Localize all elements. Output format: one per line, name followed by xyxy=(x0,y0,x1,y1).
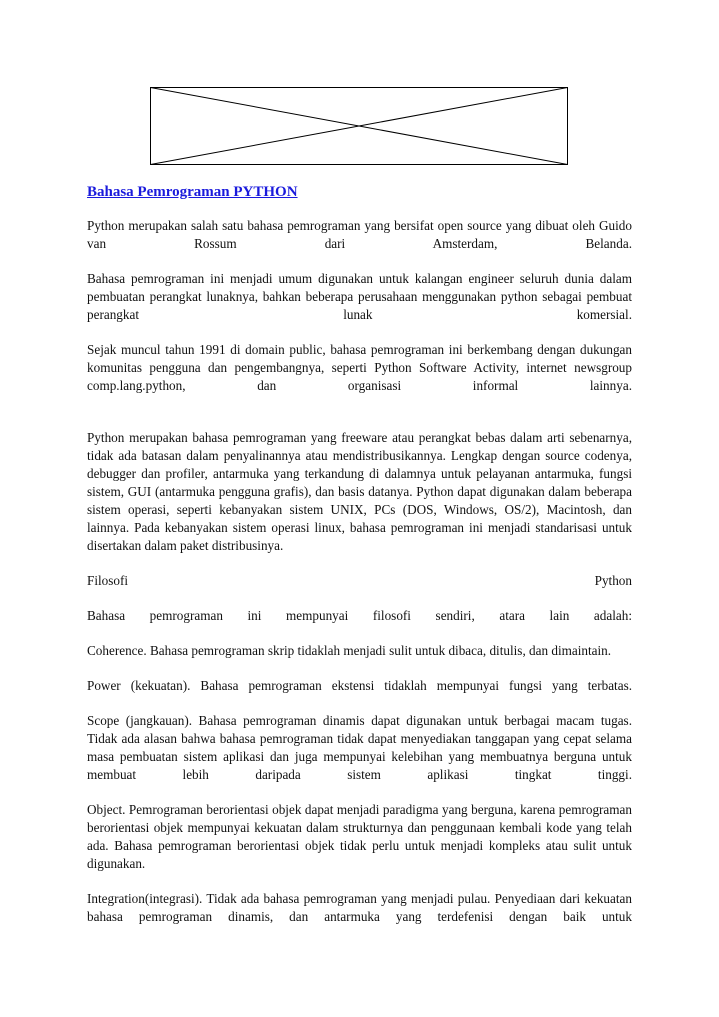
missing-image-placeholder xyxy=(150,87,568,165)
paragraph: Integration(integrasi). Tidak ada bahasa pemrograman yang menjadi pulau. Penyediaan dari kekuatan bahasa pemrograman dinamis, dan antarmuka yang terdefenisi dengan baik untuk xyxy=(87,891,632,924)
section-heading: Filosofi Python xyxy=(87,573,632,588)
paragraph: Sejak muncul tahun 1991 di domain public, bahasa pemrograman ini berkembang dengan dukungan komunitas pengguna dan pengembangnya, seperti Python Software Activity, internet newsgroup comp.lang.python, dan organisasi informal lainnya. xyxy=(87,342,632,393)
page-title[interactable]: Bahasa Pemrograman PYTHON xyxy=(87,184,298,200)
paragraph: Coherence. Bahasa pemrograman skrip tidaklah menjadi sulit untuk dibaca, ditulis, dan dimaintain. xyxy=(87,643,612,658)
paragraph: Bahasa pemrograman ini mempunyai filosofi sendiri, atara lain adalah: xyxy=(87,608,632,623)
paragraph: Python merupakan bahasa pemrograman yang freeware atau perangkat bebas dalam arti sebenarnya, tidak ada batasan dalam penyalinannya atau mendistribusikannya. Lengkap dengan source codenya, debugger dan profiler, antarmuka yang terkandung di dalamnya untuk pelayanan antarmuka, fungsi sistem, GUI (antarmuka pengguna grafis), dan basis datanya. Python dapat digunakan dalam beberapa sistem operasi, seperti kebanyakan sistem UNIX, PCs (DOS, Windows, OS/2), Macintosh, dan lainnya. Pada kebanyakan sistem operasi linux, bahasa pemrograman ini menjadi standarisasi untuk disertakan dalam paket distribusinya. xyxy=(87,430,632,553)
document-body xyxy=(87,217,632,943)
paragraph: Scope (jangkauan). Bahasa pemrograman dinamis dapat digunakan untuk berbagai macam tugas. Tidak ada alasan bahwa bahasa pemrograman tidak dapat menyediakan tanggapan yang cepat selama masa pembuatan sistem aplikasi dan juga mempunyai kelebihan yang membuatnya berguna untuk membuat lebih daripada sistem aplikasi tingkat tinggi. xyxy=(87,713,632,782)
paragraph: Power (kekuatan). Bahasa pemrograman ekstensi tidaklah mempunyai fungsi yang terbatas. xyxy=(87,678,632,693)
paragraph: Python merupakan salah satu bahasa pemrograman yang bersifat open source yang dibuat oleh Guido van Rossum dari Amsterdam, Belanda. xyxy=(87,218,632,251)
paragraph: Object. Pemrograman berorientasi objek dapat menjadi paradigma yang berguna, karena pemrograman berorientasi objek mempunyai kekuatan dalam strukturnya dan penggunaan kembali kode yang telah ada. Bahasa pemrograman berorientasi objek tidak perlu untuk menjadi kompleks atau sulit untuk digunakan. xyxy=(87,802,632,871)
paragraph: Bahasa pemrograman ini menjadi umum digunakan untuk kalangan engineer seluruh dunia dalam pembuatan perangkat lunaknya, bahkan beberapa perusahaan menggunakan python sebagai pembuat perangkat lunak komersial. xyxy=(87,271,632,322)
